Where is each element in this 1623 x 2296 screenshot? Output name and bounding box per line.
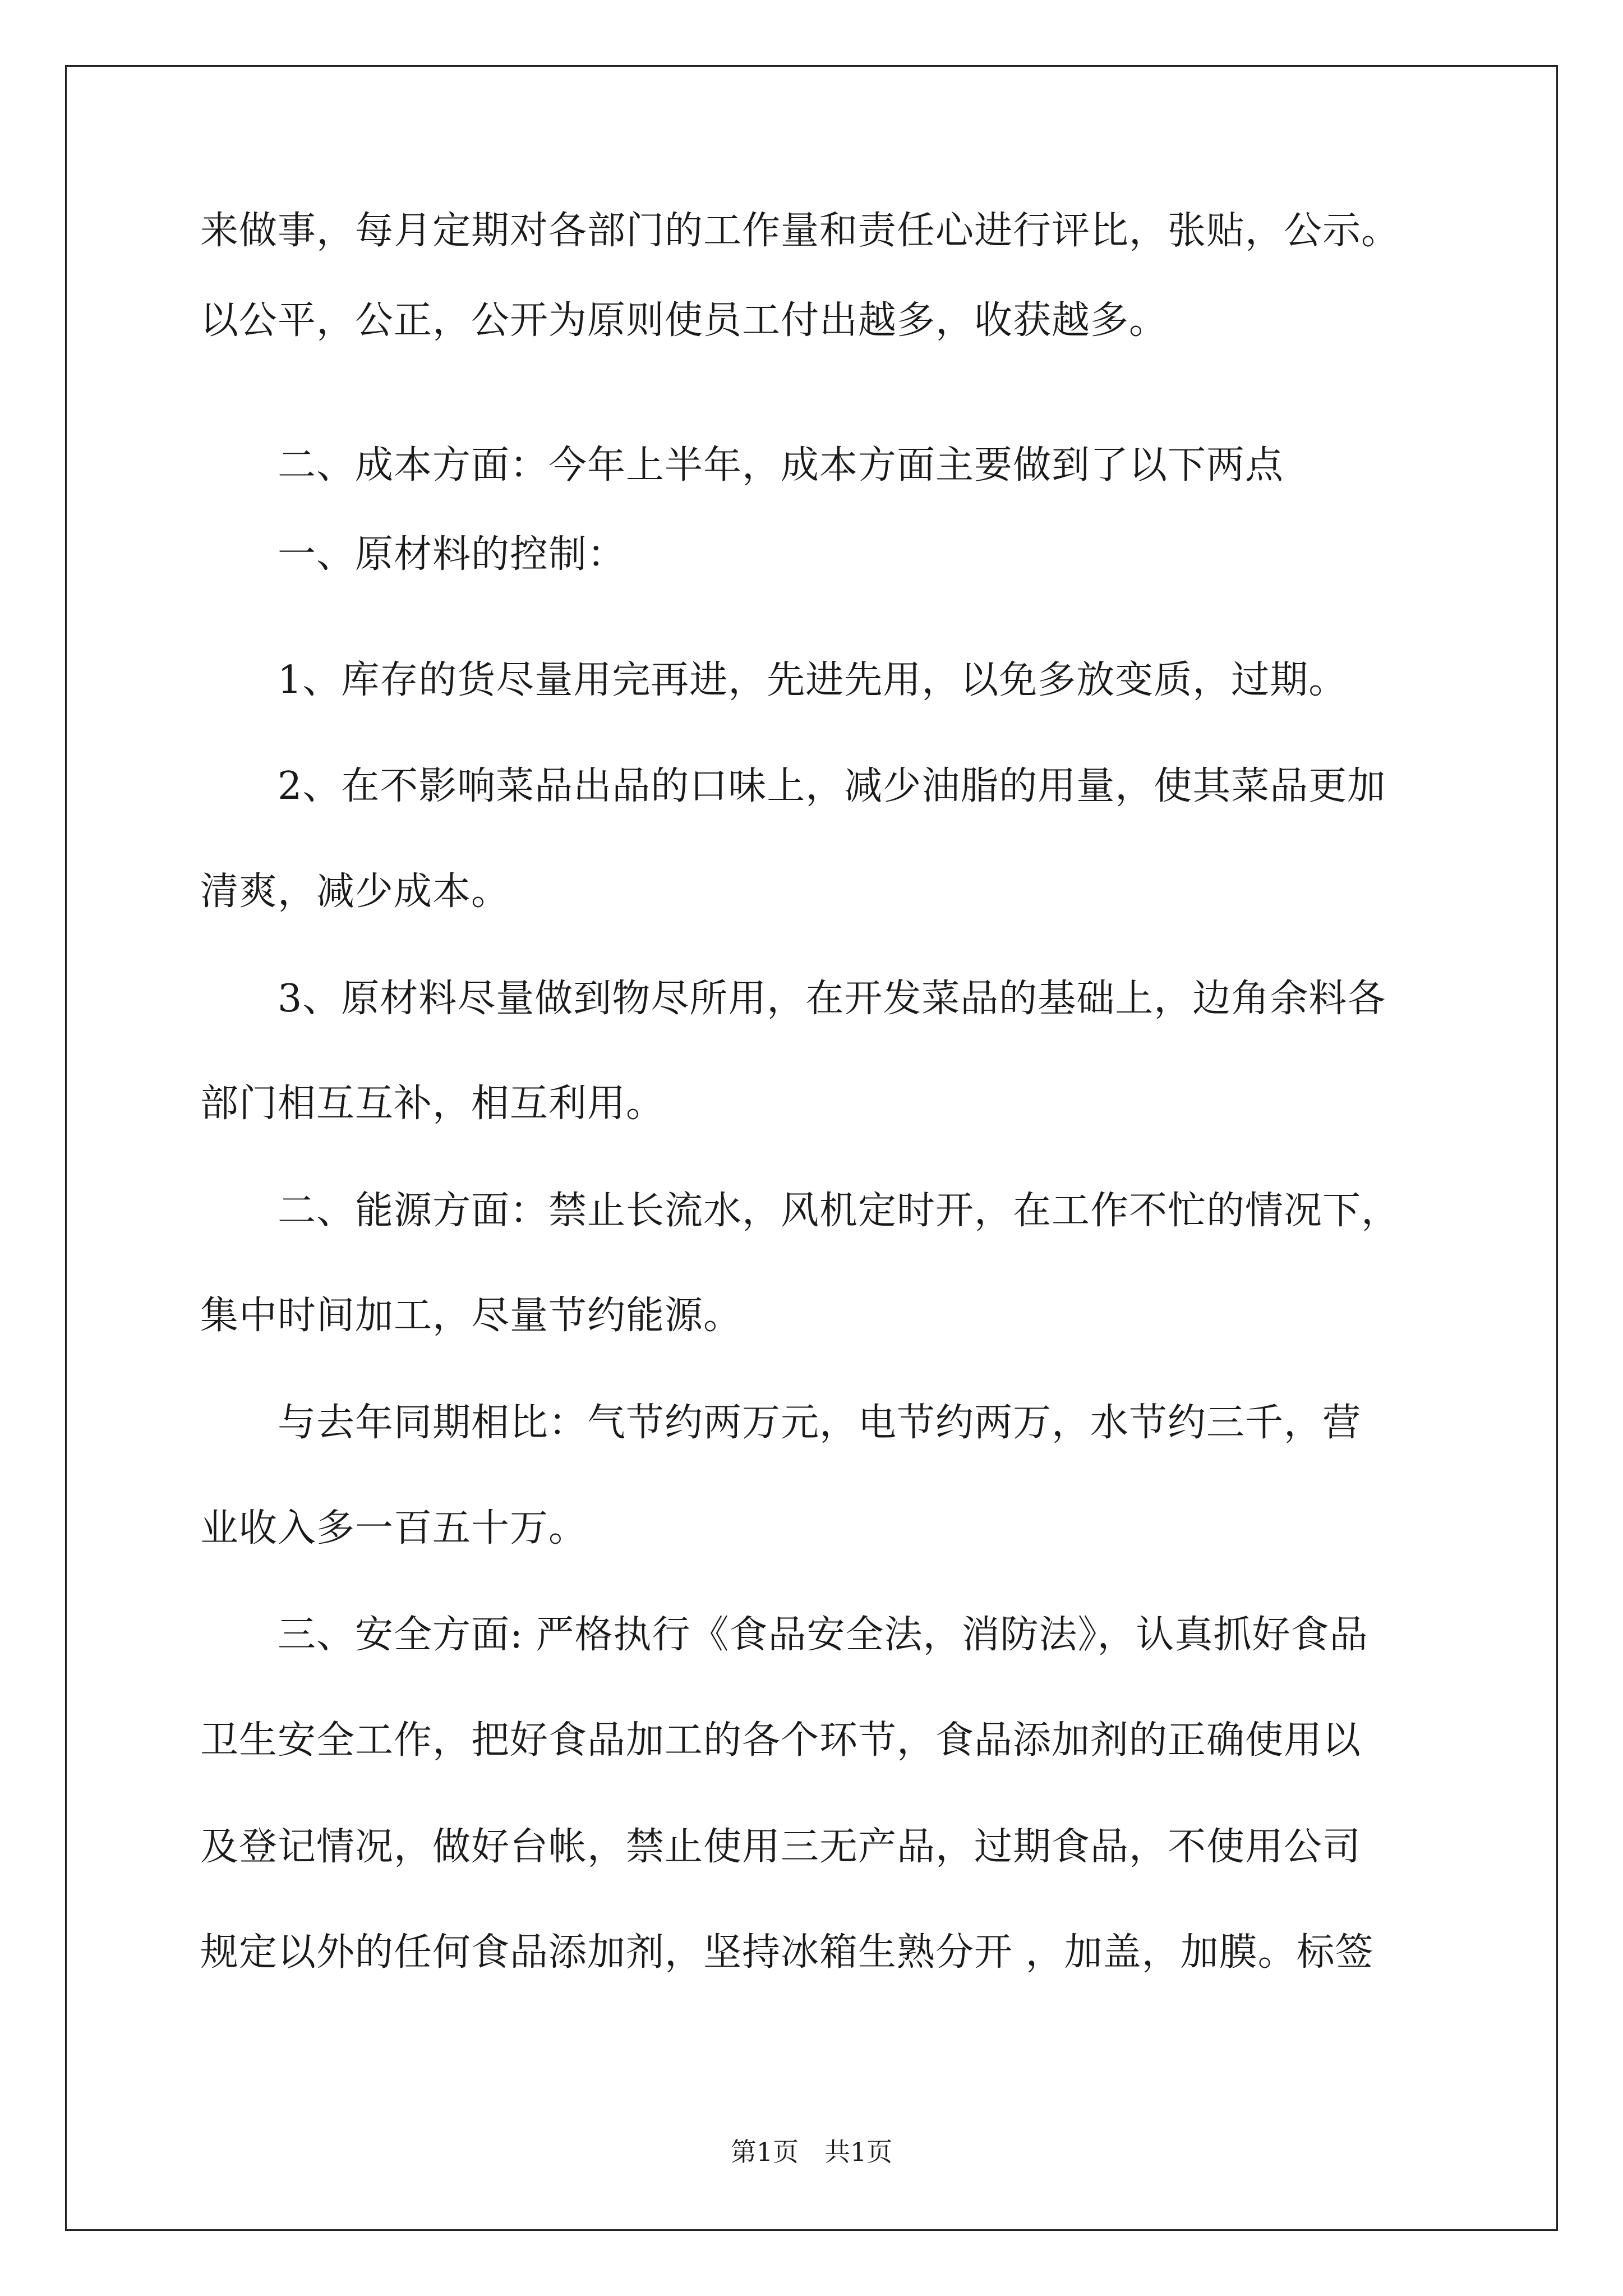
page-frame xyxy=(65,65,1558,2231)
text-line: 部门相互互补，相互利用。 xyxy=(200,1082,665,1126)
text-line: 1、库存的货尽量用完再进，先进先用，以免多放变质，过期。 xyxy=(200,658,1348,702)
text-line: 清爽，减少成本。 xyxy=(200,869,510,914)
text-line: 以公平，公正，公开为原则使员工付出越多，收获越多。 xyxy=(200,298,1168,343)
text-line: 与去年同期相比：气节约两万元，电节约两万，水节约三千，营 xyxy=(200,1401,1362,1445)
text-line: 二、成本方面：今年上半年，成本方面主要做到了以下两点 xyxy=(200,443,1284,487)
text-line: 来做事，每月定期对各部门的工作量和责任心进行评比，张贴，公示。 xyxy=(200,209,1400,253)
page-number-footer: 第1页 共1页 xyxy=(730,2137,893,2167)
text-line: 3、原材料尽量做到物尽所用，在开发菜品的基础上，边角余料各 xyxy=(200,977,1386,1021)
text-line: 业收入多一百五十万。 xyxy=(200,1506,588,1550)
text-line: 一、原材料的控制： xyxy=(200,532,626,577)
text-line: 规定以外的任何食品添加剂，坚持冰箱生熟分开 ，加盖，加膜。标签 xyxy=(200,1930,1374,1975)
text-line: 及登记情况，做好台帐，禁止使用三无产品，过期食品，不使用公司 xyxy=(200,1825,1362,1869)
text-line: 三、安全方面: 严格执行《食品安全法，消防法》，认真抓好食品 xyxy=(200,1613,1368,1657)
text-line: 卫生安全工作，把好食品加工的各个环节，食品添加剂的正确使用以 xyxy=(200,1718,1362,1763)
text-line: 二、能源方面：禁止长流水，风机定时开，在工作不忙的情况下， xyxy=(200,1189,1400,1233)
text-line: 集中时间加工，尽量节约能源。 xyxy=(200,1294,743,1338)
text-line: 2、在不影响菜品出品的口味上，减少油脂的用量，使其菜品更加 xyxy=(200,764,1386,808)
